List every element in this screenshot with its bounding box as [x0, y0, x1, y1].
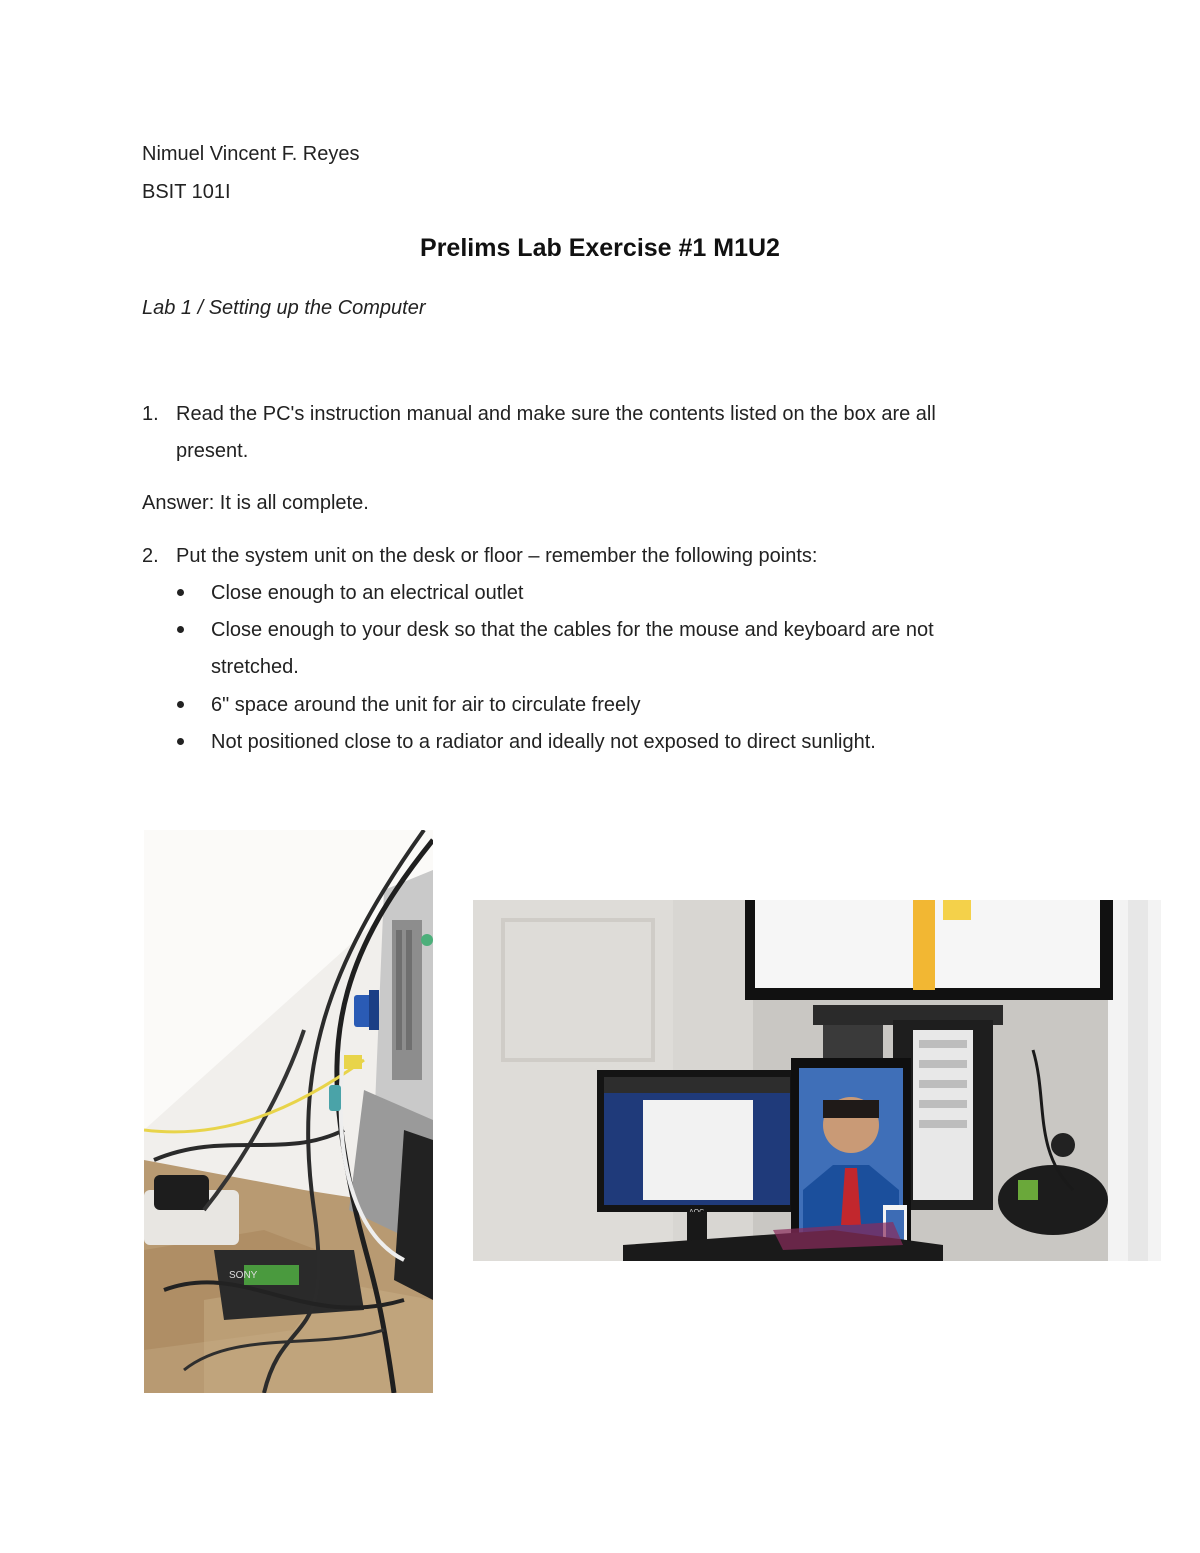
bullet-2-text-line1: Close enough to your desk so that the cables for the mouse and keyboard are not [211, 619, 934, 641]
system-unit-cables-photo [144, 830, 433, 1393]
item-2-text-line1: Put the system unit on the desk or floor – remember the following points: [176, 545, 818, 567]
desk-setup-photo [473, 900, 1161, 1261]
item-1-number: 1. [142, 403, 159, 425]
power-adapter-logo: SONY [229, 1270, 258, 1281]
item-2-number: 2. [142, 545, 159, 567]
bullet-4-text: Not positioned close to a radiator and ideally not exposed to direct sunlight. [211, 731, 876, 753]
bullet-1-text: Close enough to an electrical outlet [211, 582, 524, 604]
item-1-text-line2: present. [176, 440, 249, 462]
bullet-dot [177, 626, 184, 633]
bullet-2-text-line2: stretched. [211, 656, 299, 678]
bullet-dot [177, 701, 184, 708]
answer-text: Answer: It is all complete. [142, 492, 369, 514]
bullet-3-text: 6" space around the unit for air to circulate freely [211, 694, 641, 716]
lab-subtitle: Lab 1 / Setting up the Computer [142, 297, 426, 319]
class-section: BSIT 101I [142, 181, 231, 203]
bullet-dot [177, 589, 184, 596]
bullet-dot [177, 738, 184, 745]
page-title: Prelims Lab Exercise #1 M1U2 [420, 234, 780, 262]
item-1-text-line1: Read the PC's instruction manual and make sure the contents listed on the box are all [176, 403, 936, 425]
author-name: Nimuel Vincent F. Reyes [142, 143, 360, 165]
